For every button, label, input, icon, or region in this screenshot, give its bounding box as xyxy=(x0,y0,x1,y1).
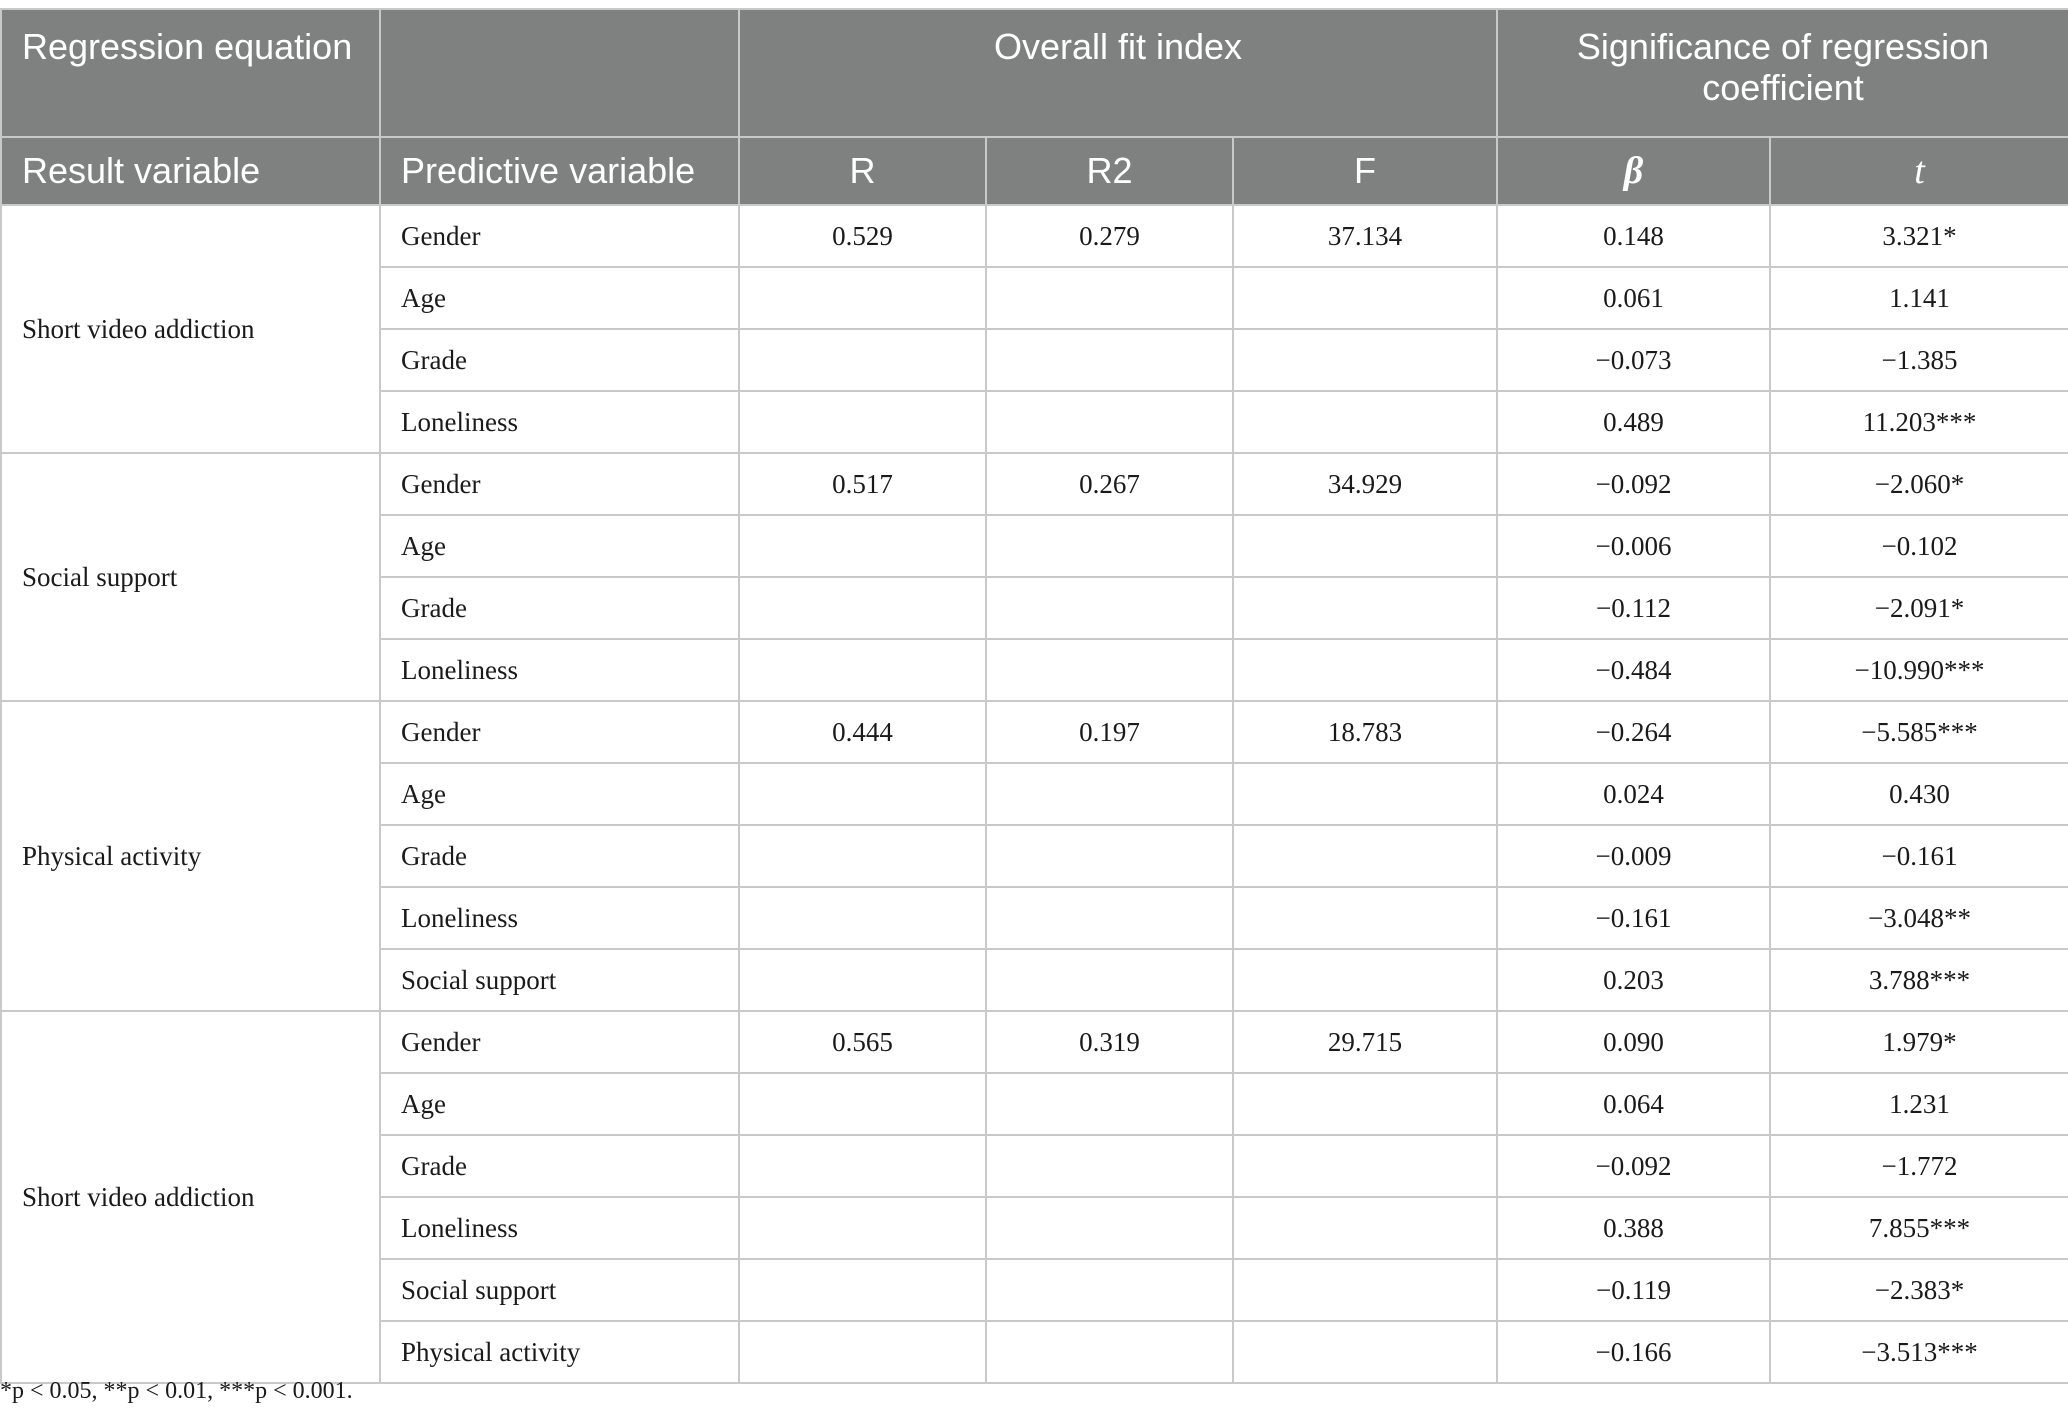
beta-cell: 0.489 xyxy=(1497,391,1770,453)
r2-cell xyxy=(986,1197,1233,1259)
r2-cell xyxy=(986,825,1233,887)
r-cell xyxy=(739,1197,986,1259)
header-t: t xyxy=(1770,137,2068,205)
predictor-cell: Gender xyxy=(380,1011,739,1073)
t-cell: −3.048** xyxy=(1770,887,2068,949)
r-cell xyxy=(739,1321,986,1383)
t-cell: −2.060* xyxy=(1770,453,2068,515)
r2-cell xyxy=(986,515,1233,577)
t-cell: −3.513*** xyxy=(1770,1321,2068,1383)
predictor-cell: Grade xyxy=(380,329,739,391)
r-cell: 0.517 xyxy=(739,453,986,515)
beta-cell: 0.203 xyxy=(1497,949,1770,1011)
r2-cell xyxy=(986,1321,1233,1383)
predictor-cell: Social support xyxy=(380,1259,739,1321)
r-cell xyxy=(739,515,986,577)
t-cell: 0.430 xyxy=(1770,763,2068,825)
predictor-cell: Gender xyxy=(380,453,739,515)
f-cell: 18.783 xyxy=(1233,701,1497,763)
t-cell: −1.772 xyxy=(1770,1135,2068,1197)
r2-cell xyxy=(986,329,1233,391)
f-cell xyxy=(1233,515,1497,577)
result-variable-cell: Short video addiction xyxy=(1,1011,380,1383)
f-cell xyxy=(1233,1135,1497,1197)
predictor-cell: Social support xyxy=(380,949,739,1011)
t-cell: 1.979* xyxy=(1770,1011,2068,1073)
f-cell xyxy=(1233,639,1497,701)
beta-cell: 0.064 xyxy=(1497,1073,1770,1135)
r2-cell xyxy=(986,763,1233,825)
r2-cell xyxy=(986,267,1233,329)
beta-cell: −0.009 xyxy=(1497,825,1770,887)
r-cell: 0.444 xyxy=(739,701,986,763)
result-variable-cell: Social support xyxy=(1,453,380,701)
f-cell xyxy=(1233,1073,1497,1135)
f-cell: 34.929 xyxy=(1233,453,1497,515)
r2-cell xyxy=(986,391,1233,453)
table-row xyxy=(1,205,2068,267)
r-cell xyxy=(739,1259,986,1321)
r-cell xyxy=(739,329,986,391)
predictor-cell: Age xyxy=(380,267,739,329)
r-cell xyxy=(739,1135,986,1197)
predictor-cell: Loneliness xyxy=(380,887,739,949)
t-cell: −0.161 xyxy=(1770,825,2068,887)
header-regression-equation: Regression equation xyxy=(1,9,380,137)
header-overall-fit-index: Overall fit index xyxy=(739,9,1497,137)
beta-cell: −0.119 xyxy=(1497,1259,1770,1321)
t-cell: −0.102 xyxy=(1770,515,2068,577)
r2-cell xyxy=(986,887,1233,949)
beta-cell: 0.024 xyxy=(1497,763,1770,825)
beta-cell: −0.161 xyxy=(1497,887,1770,949)
result-variable-cell: Physical activity xyxy=(1,701,380,1011)
r-cell xyxy=(739,825,986,887)
header-r2: R2 xyxy=(986,137,1233,205)
r-cell xyxy=(739,949,986,1011)
result-variable-cell: Short video addiction xyxy=(1,205,380,453)
beta-cell: −0.484 xyxy=(1497,639,1770,701)
r2-cell: 0.279 xyxy=(986,205,1233,267)
r2-cell: 0.267 xyxy=(986,453,1233,515)
t-cell: −2.383* xyxy=(1770,1259,2068,1321)
predictor-cell: Age xyxy=(380,763,739,825)
predictor-cell: Gender xyxy=(380,701,739,763)
header-f: F xyxy=(1233,137,1497,205)
r2-cell: 0.319 xyxy=(986,1011,1233,1073)
r-cell xyxy=(739,267,986,329)
header-row-2 xyxy=(1,137,2068,205)
header-blank xyxy=(380,9,739,137)
r2-cell xyxy=(986,577,1233,639)
t-cell: 1.231 xyxy=(1770,1073,2068,1135)
header-predictive-variable: Predictive variable xyxy=(380,137,739,205)
beta-cell: 0.090 xyxy=(1497,1011,1770,1073)
t-cell: 3.321* xyxy=(1770,205,2068,267)
beta-cell: −0.112 xyxy=(1497,577,1770,639)
header-r: R xyxy=(739,137,986,205)
f-cell: 37.134 xyxy=(1233,205,1497,267)
r-cell xyxy=(739,1073,986,1135)
predictor-cell: Grade xyxy=(380,825,739,887)
f-cell xyxy=(1233,763,1497,825)
beta-cell: 0.148 xyxy=(1497,205,1770,267)
beta-cell: −0.092 xyxy=(1497,453,1770,515)
beta-cell: 0.388 xyxy=(1497,1197,1770,1259)
predictor-cell: Age xyxy=(380,1073,739,1135)
r2-cell: 0.197 xyxy=(986,701,1233,763)
predictor-cell: Age xyxy=(380,515,739,577)
r2-cell xyxy=(986,1073,1233,1135)
r2-cell xyxy=(986,1259,1233,1321)
t-cell: −5.585*** xyxy=(1770,701,2068,763)
predictor-cell: Gender xyxy=(380,205,739,267)
r2-cell xyxy=(986,1135,1233,1197)
r2-cell xyxy=(986,949,1233,1011)
f-cell xyxy=(1233,887,1497,949)
header-row-1 xyxy=(1,9,2068,137)
t-cell: 7.855*** xyxy=(1770,1197,2068,1259)
t-cell: 11.203*** xyxy=(1770,391,2068,453)
predictor-cell: Grade xyxy=(380,1135,739,1197)
header-beta: β xyxy=(1497,137,1770,205)
beta-cell: 0.061 xyxy=(1497,267,1770,329)
f-cell xyxy=(1233,1321,1497,1383)
r-cell: 0.529 xyxy=(739,205,986,267)
f-cell xyxy=(1233,577,1497,639)
f-cell xyxy=(1233,949,1497,1011)
predictor-cell: Loneliness xyxy=(380,639,739,701)
r-cell xyxy=(739,391,986,453)
table-row xyxy=(1,453,2068,515)
t-cell: 3.788*** xyxy=(1770,949,2068,1011)
regression-table xyxy=(0,8,2068,1384)
table-body xyxy=(1,205,2068,1383)
predictor-cell: Loneliness xyxy=(380,391,739,453)
predictor-cell: Physical activity xyxy=(380,1321,739,1383)
header-result-variable: Result variable xyxy=(1,137,380,205)
r-cell xyxy=(739,887,986,949)
footnote: *p < 0.05, **p < 0.01, ***p < 0.001. xyxy=(0,1378,353,1404)
f-cell xyxy=(1233,1197,1497,1259)
table-row xyxy=(1,701,2068,763)
table-header xyxy=(1,9,2068,205)
beta-cell: −0.006 xyxy=(1497,515,1770,577)
beta-cell: −0.073 xyxy=(1497,329,1770,391)
beta-cell: −0.092 xyxy=(1497,1135,1770,1197)
t-cell: 1.141 xyxy=(1770,267,2068,329)
r-cell: 0.565 xyxy=(739,1011,986,1073)
predictor-cell: Loneliness xyxy=(380,1197,739,1259)
f-cell xyxy=(1233,267,1497,329)
f-cell: 29.715 xyxy=(1233,1011,1497,1073)
header-significance: Significance of regression coefficient xyxy=(1497,9,2068,137)
beta-cell: −0.166 xyxy=(1497,1321,1770,1383)
predictor-cell: Grade xyxy=(380,577,739,639)
table-row xyxy=(1,1011,2068,1073)
t-cell: −1.385 xyxy=(1770,329,2068,391)
beta-cell: −0.264 xyxy=(1497,701,1770,763)
t-cell: −10.990*** xyxy=(1770,639,2068,701)
f-cell xyxy=(1233,1259,1497,1321)
r2-cell xyxy=(986,639,1233,701)
r-cell xyxy=(739,639,986,701)
r-cell xyxy=(739,763,986,825)
f-cell xyxy=(1233,391,1497,453)
r-cell xyxy=(739,577,986,639)
f-cell xyxy=(1233,825,1497,887)
t-cell: −2.091* xyxy=(1770,577,2068,639)
f-cell xyxy=(1233,329,1497,391)
